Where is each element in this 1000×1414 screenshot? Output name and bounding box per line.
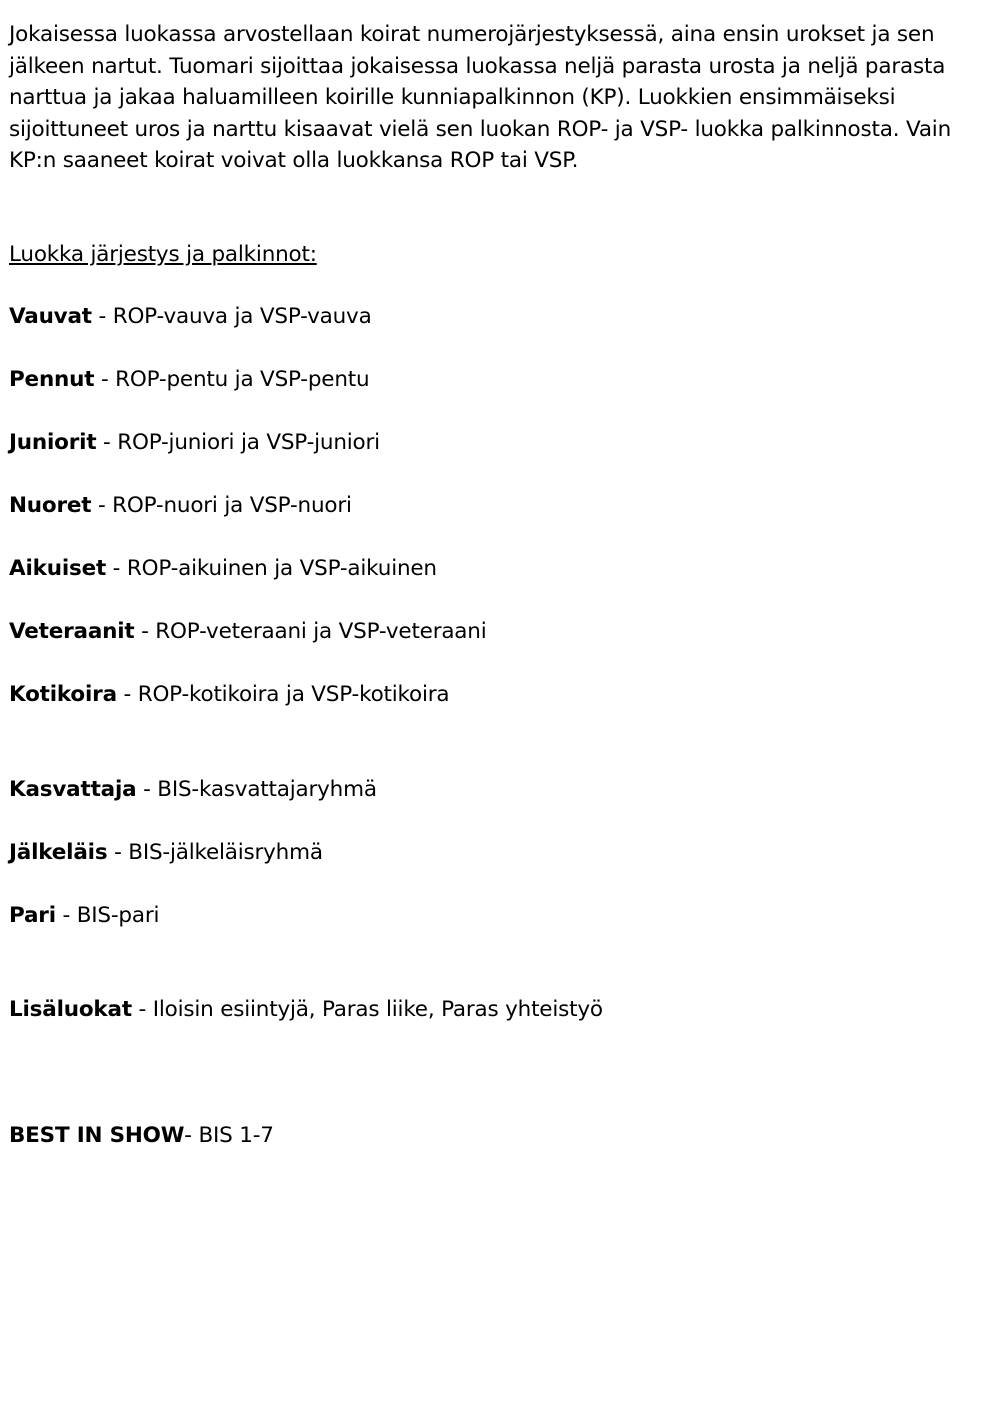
intro-paragraph: Jokaisessa luokassa arvostellaan koirat numerojärjestyksessä, aina ensin urokset ja sen jälkeen nartut. Tuomari sijoittaa jokaisessa luokassa neljä parasta urosta ja neljä parasta narttua ja jakaa haluamilleen koirille kunniapalkinnon (KP). Luokkien ensimmäiseksi sijoittuneet uros ja narttu kisaavat vielä sen luokan ROP- ja VSP- luokka palkinnosta. Vain KP:n saaneet koirat voivat olla luokkansa ROP tai VSP. <box>9 22 952 174</box>
best-in-show-awards: - BIS 1-7 <box>184 1123 274 1148</box>
class-entry-kotikoira <box>9 680 449 710</box>
class-entry-juniorit <box>9 428 380 458</box>
extra-name: Lisäluokat <box>9 997 132 1022</box>
class-name: Nuoret <box>9 493 92 518</box>
group-entry-pari <box>9 901 159 931</box>
class-awards: - ROP-kotikoira ja VSP-kotikoira <box>116 682 450 707</box>
class-entry-pennut <box>9 365 369 395</box>
group-awards: - BIS-kasvattajaryhmä <box>136 777 377 802</box>
group-awards: - BIS-pari <box>55 903 160 928</box>
section-heading: Luokka järjestys ja palkinnot: <box>9 242 317 267</box>
class-entry-vauvat <box>9 302 372 332</box>
class-name: Veteraanit <box>9 619 135 644</box>
class-entry-nuoret <box>9 491 352 521</box>
class-awards: - ROP-pentu ja VSP-pentu <box>94 367 370 392</box>
group-entry-jalkelais <box>9 838 323 868</box>
group-entry-kasvattaja <box>9 775 377 805</box>
group-name: Kasvattaja <box>9 777 137 802</box>
class-awards: - ROP-aikuinen ja VSP-aikuinen <box>106 556 437 581</box>
group-awards: - BIS-jälkeläisryhmä <box>107 840 323 865</box>
group-name: Pari <box>9 903 56 928</box>
extra-classes-entry <box>9 995 603 1025</box>
class-name: Aikuiset <box>9 556 107 581</box>
best-in-show-name: BEST IN SHOW <box>9 1123 185 1148</box>
class-awards: - ROP-nuori ja VSP-nuori <box>91 493 352 518</box>
class-name: Kotikoira <box>9 682 117 707</box>
class-awards: - ROP-veteraani ja VSP-veteraani <box>134 619 487 644</box>
extra-awards: - Iloisin esiintyjä, Paras liike, Paras yhteistyö <box>131 997 603 1022</box>
best-in-show-entry <box>9 1121 274 1151</box>
class-awards: - ROP-juniori ja VSP-juniori <box>96 430 380 455</box>
class-name: Vauvat <box>9 304 92 329</box>
class-name: Pennut <box>9 367 95 392</box>
class-entry-veteraanit <box>9 617 487 647</box>
group-name: Jälkeläis <box>9 840 108 865</box>
class-awards: - ROP-vauva ja VSP-vauva <box>91 304 372 329</box>
class-name: Juniorit <box>9 430 97 455</box>
class-entry-aikuiset <box>9 554 437 584</box>
